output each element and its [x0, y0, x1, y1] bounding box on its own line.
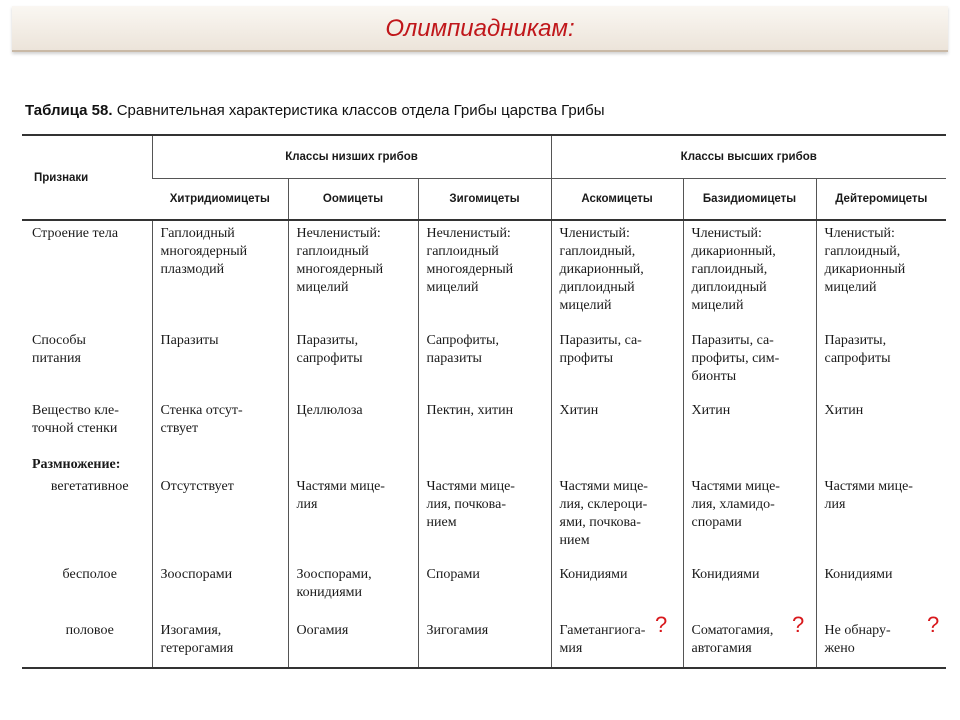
class-header: Оомицеты [288, 179, 418, 221]
table-cell: Паразиты, сапрофиты [288, 328, 418, 398]
table-cell: Зигогамия [418, 618, 551, 668]
table-cell: Пектин, хитин [418, 398, 551, 452]
table-cell [551, 452, 683, 474]
class-header: Базидиомицеты [683, 179, 816, 221]
feature-cell: вегетативное [50, 479, 129, 494]
table-caption-number: Таблица 58. [25, 102, 113, 119]
table-cell: Соматогамия, автогамия [683, 618, 816, 668]
table-cell: Хитин [551, 398, 683, 452]
table-cell: Паразиты, са- профиты [551, 328, 683, 398]
table-cell: Гаметангиога- мия [551, 618, 683, 668]
feature-cell: половое [22, 618, 152, 668]
feature-cell: бесполое [62, 567, 117, 582]
table-cell: Гаплоидный многоядерный плазмодий [152, 220, 288, 328]
table-cell [418, 452, 551, 474]
table-cell: Отсутствует [152, 474, 288, 562]
table-cell: Членистый: гаплоидный, дикарионный, диплоидный мицелий [551, 220, 683, 328]
class-header: Аскомицеты [551, 179, 683, 221]
table-caption [25, 102, 605, 119]
table-cell: Оогамия [288, 618, 418, 668]
question-mark-icon: ? [655, 612, 668, 637]
banner [12, 6, 948, 52]
table-row [22, 618, 946, 668]
table-cell: Зооспорами [152, 562, 288, 618]
table-cell: Частями мице- лия [816, 474, 946, 562]
table-cell: Частями мице- лия [288, 474, 418, 562]
table-row [22, 562, 946, 618]
table-cell: Паразиты, сапрофиты [816, 328, 946, 398]
table-cell: Не обнару- жено [816, 618, 946, 668]
table-cell: Нечленистый: гаплоидный многоядерный мицелий [288, 220, 418, 328]
table-cell: Стенка отсут- ствует [152, 398, 288, 452]
table-row [22, 398, 946, 452]
table-cell [288, 452, 418, 474]
table-cell: Хитин [816, 398, 946, 452]
table-cell [683, 452, 816, 474]
feature-cell: Способы питания [32, 333, 86, 366]
table-cell: Конидиями [816, 562, 946, 618]
group-lower-header: Классы низших грибов [152, 135, 551, 179]
table-cell [816, 452, 946, 474]
table-cell: Частями мице- лия, склероци- ями, почкова- нием [551, 474, 683, 562]
class-header: Дейтеромицеты [816, 179, 946, 221]
class-header: Хитридиомицеты [152, 179, 288, 221]
table-cell: Членистый: гаплоидный, дикарионный мицелий [816, 220, 946, 328]
feature-cell: Вещество кле- точной стенки [32, 403, 119, 436]
class-header: Зигомицеты [418, 179, 551, 221]
table-cell: Членистый: дикарионный, гаплоидный, диплоидный мицелий [683, 220, 816, 328]
table-row [22, 452, 946, 474]
table-cell: Зооспорами, конидиями [288, 562, 418, 618]
table-cell: Изогамия, гетерогамия [152, 618, 288, 668]
table-row [22, 328, 946, 398]
table-cell: Сапрофиты, паразиты [418, 328, 551, 398]
table-cell: Конидиями [551, 562, 683, 618]
banner-title: Олимпиадникам: [385, 15, 575, 42]
table-row [22, 220, 946, 328]
feature-header: Признаки [22, 135, 152, 220]
table-cell: Нечленистый: гаплоидный многоядерный мицелий [418, 220, 551, 328]
table-cell: Частями мице- лия, хламидо- спорами [683, 474, 816, 562]
feature-cell: Строение тела [32, 226, 119, 241]
table-row [22, 474, 946, 562]
table-cell: Целлюлоза [288, 398, 418, 452]
question-mark-icon: ? [927, 612, 940, 637]
table-cell: Частями мице- лия, почкова- нием [418, 474, 551, 562]
table-cell [152, 452, 288, 474]
group-higher-header: Классы высших грибов [551, 135, 946, 179]
table-cell: Хитин [683, 398, 816, 452]
feature-cell: Размножение: [32, 457, 121, 472]
table-caption-text: Сравнительная характеристика классов отдела Грибы царства Грибы [116, 102, 605, 119]
comparison-table [22, 134, 946, 669]
table-cell: Паразиты, са- профиты, сим- бионты [683, 328, 816, 398]
table-cell: Спорами [418, 562, 551, 618]
table-cell: Паразиты [152, 328, 288, 398]
table-cell: Конидиями [683, 562, 816, 618]
question-mark-icon: ? [792, 612, 805, 637]
